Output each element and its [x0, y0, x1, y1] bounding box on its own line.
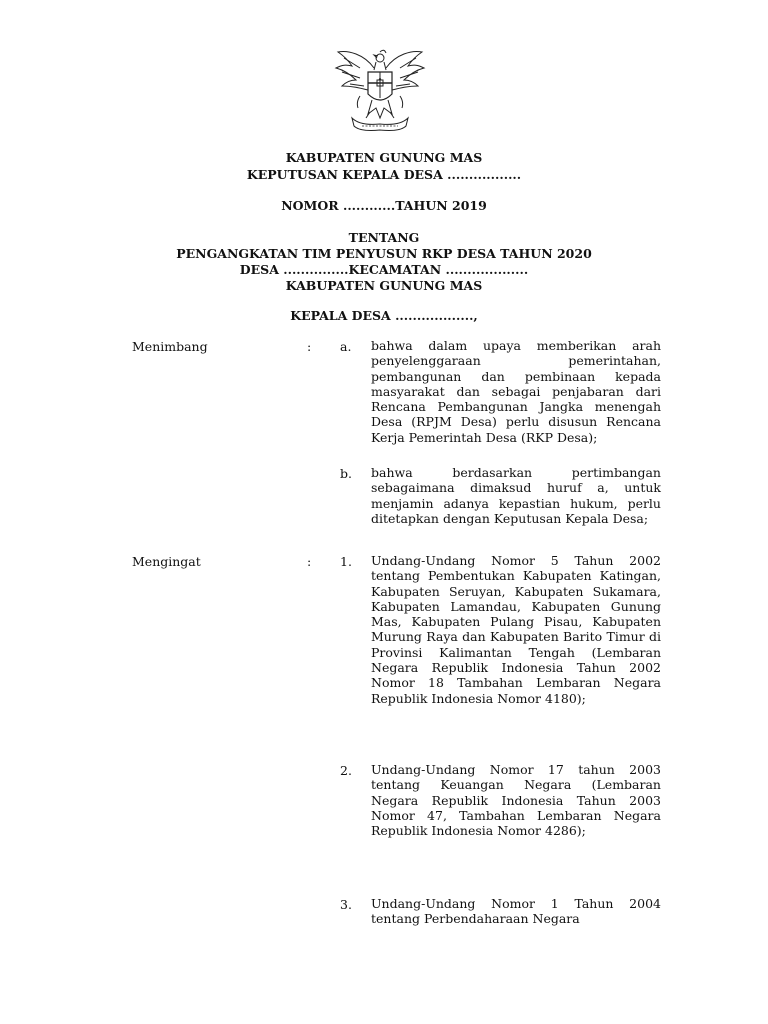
menimbang-a-mark: a. — [340, 339, 352, 354]
mengingat-label: Mengingat — [132, 554, 201, 569]
regency-title: KABUPATEN GUNUNG MAS — [285, 150, 483, 165]
menimbang-b-mark: b. — [340, 466, 352, 481]
menimbang-colon: : — [307, 339, 312, 354]
decree-subject: PENGANGKATAN TIM PENYUSUN RKP DESA TAHUN 2020 — [176, 246, 592, 261]
mengingat-3-text: Undang-Undang Nomor 1 Tahun 2004 tentang Perbendaharaan Negara — [371, 896, 661, 927]
mengingat-colon: : — [307, 554, 312, 569]
mengingat-2-mark: 2. — [340, 763, 352, 778]
mengingat-1-mark: 1. — [340, 554, 352, 569]
tentang-heading: TENTANG — [348, 230, 420, 245]
village-district-line: DESA ...............KECAMATAN ................... — [239, 262, 529, 277]
village-head-line: KEPALA DESA .................., — [290, 308, 478, 323]
garuda-emblem-icon — [330, 46, 430, 138]
regency-line: KABUPATEN GUNUNG MAS — [285, 278, 483, 293]
decree-title: KEPUTUSAN KEPALA DESA ................. — [246, 167, 522, 182]
mengingat-3-mark: 3. — [340, 897, 352, 912]
decree-number: NOMOR ............TAHUN 2019 — [281, 198, 487, 213]
mengingat-1-text: Undang-Undang Nomor 5 Tahun 2002 tentang Pembentukan Kabupaten Katingan, Kabupaten Seruyan, Kabupaten Sukamara, Kabupaten Lamandau, Kabupaten Gunung Mas, Kabupaten Pulang Pisau, Kabupaten Murung Raya dan Kabupaten Barito Timur di Provinsi Kalimantan Tengah (Lembaran Negara Republik Indonesia Tahun 2002 Nomor 18 Tambahan Lembaran Negara Republik Indonesia Nomor 4180); — [371, 553, 661, 706]
mengingat-2-text: Undang-Undang Nomor 17 tahun 2003 tentang Keuangan Negara (Lembaran Negara Republik Indonesia Tahun 2003 Nomor 47, Tambahan Lembaran Negara Republik Indonesia Nomor 4286); — [371, 762, 661, 839]
menimbang-label: Menimbang — [132, 339, 208, 354]
menimbang-a-text: bahwa dalam upaya memberikan arah penyelenggaraan pemerintahan, pembangunan dan pembinaan kepada masyarakat dan sebagai penjabaran dari Rencana Pembangunan Jangka menengah Desa (RPJM Desa) perlu disusun Rencana Kerja Pemerintah Desa (RKP Desa); — [371, 338, 661, 445]
menimbang-b-text: bahwa berdasarkan pertimbangan sebagaimana dimaksud huruf a, untuk menjamin adanya kepastian hukum, perlu ditetapkan dengan Keputusan Kepala Desa; — [371, 465, 661, 526]
